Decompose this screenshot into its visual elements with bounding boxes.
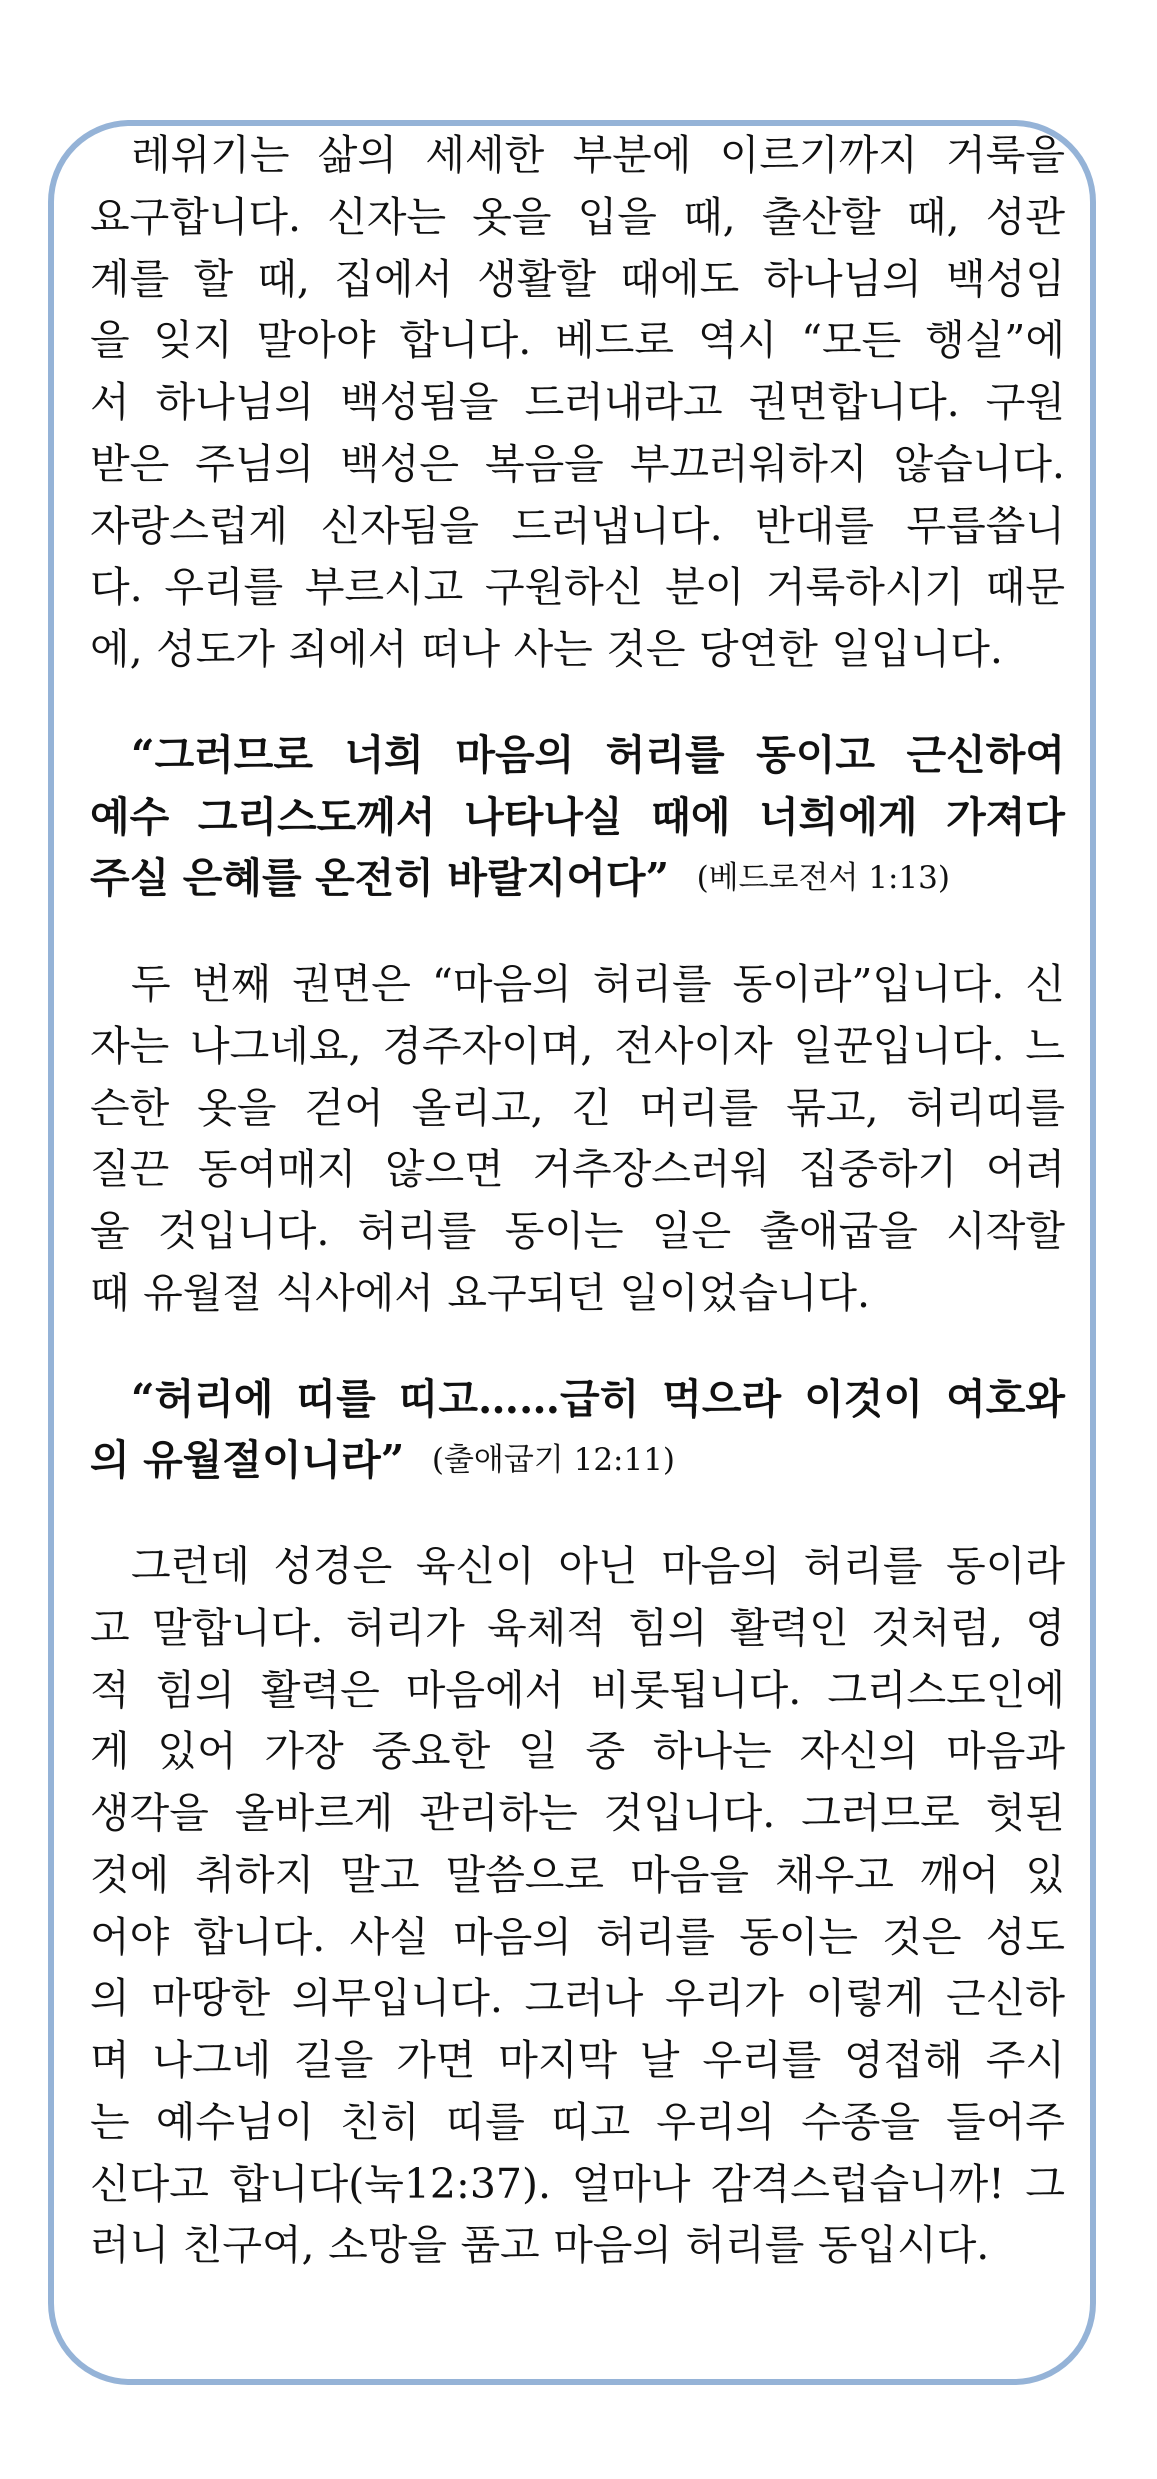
text-line: 생각을 올바르게 관리하는 것입니다. 그러므로 헛된 <box>90 1789 1065 1837</box>
paragraph-gap <box>90 1325 1065 1369</box>
text-line: 주실 은혜를 온전히 바랄지어다” (베드로전서 1:13) <box>90 848 1065 910</box>
text-line: 어야 합니다. 사실 마음의 허리를 동이는 것은 성도 <box>90 1912 1065 1961</box>
text-line: 레위기는 삶의 세세한 부분에 이르기까지 거룩을 <box>131 131 1065 179</box>
paragraph-gap <box>90 1492 1065 1536</box>
text-line: 예수 그리스도께서 나타나실 때에 너희에게 가져다 <box>90 792 1065 841</box>
text-line: 서 하나님의 백성됨을 드러내라고 권면합니다. 구원 <box>90 378 1065 426</box>
text-line: 슨한 옷을 걷어 올리고, 긴 머리를 묶고, 허리띠를 <box>90 1083 1065 1132</box>
text-line: 며 나그네 길을 가면 마지막 날 우리를 영접해 주시 <box>90 2036 1065 2084</box>
body-paragraph <box>90 125 1065 681</box>
text-line: 계를 할 때, 집에서 생활할 때에도 하나님의 백성임 <box>90 254 1065 303</box>
text-line: 다. 우리를 부르시고 구원하신 분이 거룩하시기 때문 <box>90 563 1065 612</box>
scripture-citation: (베드로전서 1:13) <box>696 860 950 897</box>
text-line: 울 것입니다. 허리를 동이는 일은 출애굽을 시작할 <box>90 1207 1065 1255</box>
paragraph-gap <box>90 910 1065 954</box>
text-line: 그런데 성경은 육신이 아닌 마음의 허리를 동이라 <box>131 1542 1065 1590</box>
text-line: “그러므로 너희 마음의 허리를 동이고 근신하여 <box>131 730 1065 779</box>
text-line: 요구합니다. 신자는 옷을 입을 때, 출산할 때, 성관 <box>90 192 1065 241</box>
text-line: 고 말합니다. 허리가 육체적 힘의 활력인 것처럼, 영 <box>90 1603 1065 1652</box>
text-line: 때 유월절 식사에서 요구되던 일이었습니다. <box>90 1268 871 1317</box>
text-line: “허리에 띠를 띠고……급히 먹으라 이것이 여호와 <box>131 1374 1065 1423</box>
scripture-quote <box>90 725 1065 910</box>
text-line: 을 잊지 말아야 합니다. 베드로 역시 “모든 행실”에 <box>90 316 1065 365</box>
paragraph-gap <box>90 681 1065 725</box>
body-paragraph <box>90 1536 1065 2277</box>
text-line: 받은 주님의 백성은 복음을 부끄러워하지 않습니다. <box>90 439 1065 488</box>
text-line: 적 힘의 활력은 마음에서 비롯됩니다. 그리스도인에 <box>90 1665 1065 1714</box>
text-line: 의 마땅한 의무입니다. 그러나 우리가 이렇게 근신하 <box>90 1974 1065 2023</box>
text-line: 의 유월절이니라” (출애굽기 12:11) <box>90 1430 1065 1492</box>
body-paragraph <box>90 954 1065 1325</box>
devotional-text <box>90 125 1065 2277</box>
text-line: 러니 친구여, 소망을 품고 마음의 허리를 동입시다. <box>90 2221 990 2270</box>
text-line: 게 있어 가장 중요한 일 중 하나는 자신의 마음과 <box>90 1727 1065 1776</box>
text-line: 는 예수님이 친히 띠를 띠고 우리의 수종을 들어주 <box>90 2097 1065 2146</box>
text-line: 자는 나그네요, 경주자이며, 전사이자 일꾼입니다. 느 <box>90 1021 1065 1070</box>
text-line: 자랑스럽게 신자됨을 드러냅니다. 반대를 무릅씁니 <box>90 501 1065 550</box>
text-line: 질끈 동여매지 않으면 거추장스러워 집중하기 어려 <box>90 1145 1065 1194</box>
text-line: 신다고 합니다(눅12:37). 얼마나 감격스럽습니까! 그 <box>90 2159 1065 2208</box>
scripture-citation: (출애굽기 12:11) <box>431 1442 676 1479</box>
scripture-quote <box>90 1369 1065 1493</box>
text-line: 두 번째 권면은 “마음의 허리를 동이라”입니다. 신 <box>131 960 1065 1008</box>
text-line: 것에 취하지 말고 말씀으로 마음을 채우고 깨어 있 <box>90 1850 1065 1899</box>
text-line: 에, 성도가 죄에서 떠나 사는 것은 당연한 일입니다. <box>90 625 1003 673</box>
